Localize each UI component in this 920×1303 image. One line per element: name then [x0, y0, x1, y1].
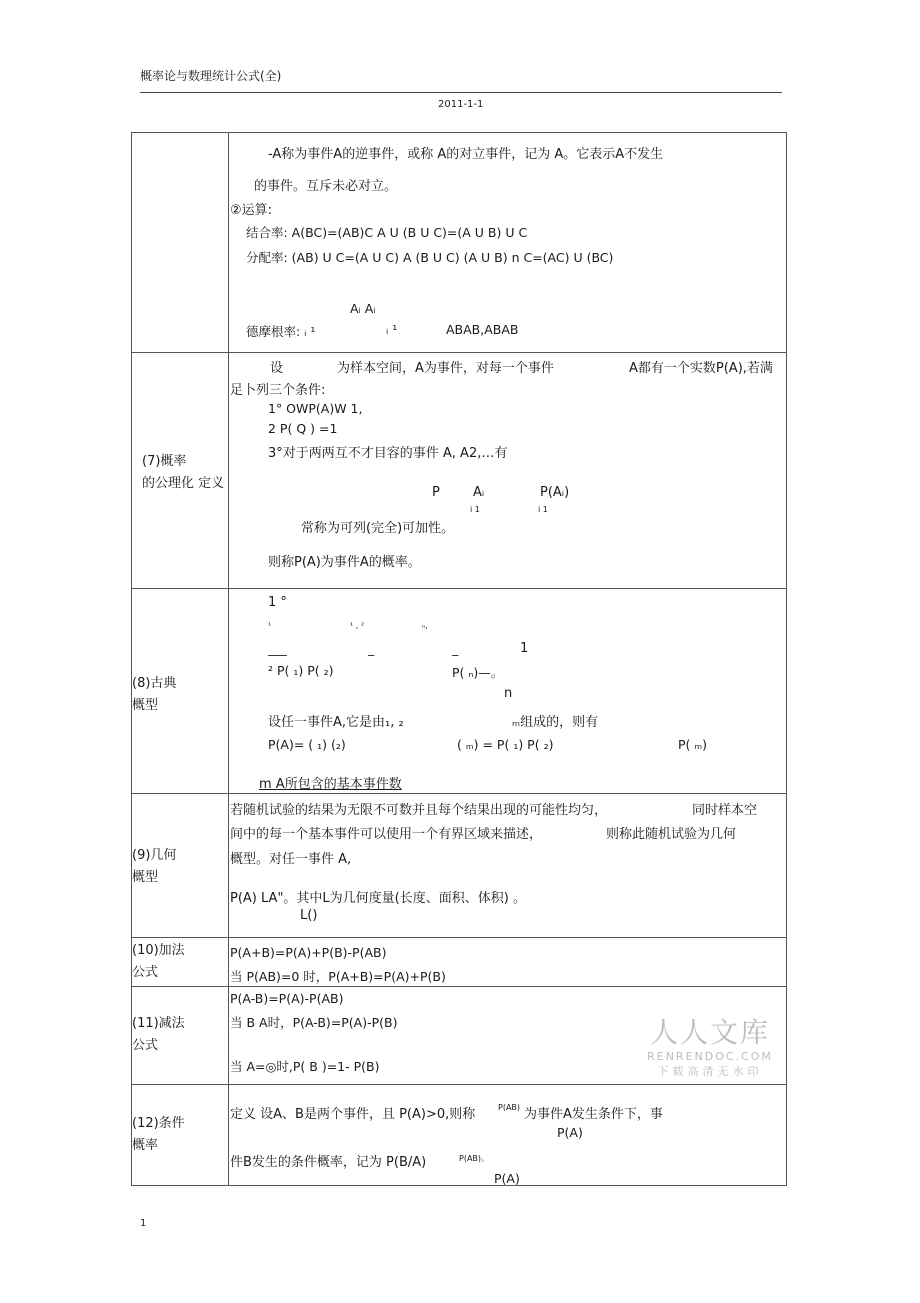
- classical-formula-b: ( ₘ) = P( ₁) P( ₂): [457, 737, 554, 752]
- geometric-denominator: L(): [300, 908, 318, 923]
- axiom-condition-3: 3°对于两两互不才目容的事件 A, A2,…有: [268, 446, 508, 461]
- formula-index-a: i 1: [470, 505, 480, 514]
- classical-sup: ¹: [268, 621, 272, 630]
- row-divider: [132, 793, 786, 794]
- classical-omega-n: ₙ,: [422, 621, 428, 630]
- fraction-numerator: 1: [520, 641, 529, 656]
- dash-2: _: [368, 641, 375, 656]
- demorgan-rhs: ABAB,ABAB: [446, 322, 519, 337]
- row11-label: (11)减法 公式: [132, 1016, 185, 1053]
- axiom-condition-2: 2 P( Q ) =1: [268, 421, 338, 436]
- geometric-formula: P(A) LA"。其中L为几何度量(长度、面积、体积) 。: [230, 891, 526, 906]
- event-composition-b: ₘ组成的，则有: [512, 715, 599, 730]
- complement-formula: 当 A=◎时,P( B )=1- P(B): [230, 1059, 380, 1074]
- basic-events-note: m A所包含的基本事件数: [259, 777, 402, 792]
- column-divider: [228, 133, 229, 1185]
- equal-probability-b: P( ₙ)—。: [452, 665, 504, 680]
- associative-law: 结合率: A(BC)=(AB)C A U (B U C)=(A U B) U C: [246, 225, 528, 240]
- classical-formula-c: P( ₘ): [678, 737, 708, 752]
- document-date: 2011-1-1: [438, 99, 484, 110]
- fraction-denominator: n: [504, 686, 513, 701]
- conditional-frac-2: P(AB)。: [459, 1154, 490, 1163]
- conditional-def-frac: P(AB): [498, 1103, 521, 1112]
- classical-omega-list: ¹ , ²: [350, 621, 365, 630]
- additivity-note: 常称为可列(完全)可加性。: [301, 521, 455, 536]
- header-rule: [140, 92, 782, 93]
- addition-formula: P(A+B)=P(A)+P(B)-P(AB): [230, 945, 387, 960]
- demorgan-index: ᵢ ¹: [386, 322, 398, 337]
- axiom-intro-c: A都有一个实数P(A),若满: [629, 361, 773, 376]
- row10-label: (10)加法 公式: [132, 943, 185, 980]
- row9-label: (9)几何 概型: [132, 848, 177, 885]
- row12-label: (12)条件 概率: [132, 1116, 185, 1153]
- row-divider: [132, 937, 786, 938]
- equal-probability-a: ² P( ₁) P( ₂): [268, 663, 334, 678]
- axiom-intro-b: 为样本空间，A为事件，对每一个事件: [337, 361, 554, 376]
- watermark-slogan: 下载高清无水印: [657, 1065, 763, 1078]
- formula-index-b: i 1: [538, 505, 548, 514]
- axiom-intro-2: 足卜列三个条件:: [230, 383, 326, 398]
- page-number: 1: [140, 1218, 147, 1229]
- row7-label: (7)概率 的公理化 定义: [142, 454, 225, 491]
- subtraction-formula: P(A-B)=P(A)-P(AB): [230, 991, 344, 1006]
- geometric-line-2b: 则称此随机试验为几何: [606, 827, 737, 842]
- formula-pai: P(Aᵢ): [540, 485, 570, 500]
- row-divider: [132, 588, 786, 589]
- conditional-denominator-1: P(A): [557, 1125, 583, 1140]
- dash-3: _: [452, 641, 459, 656]
- watermark-brand: 人人文库: [649, 1016, 770, 1049]
- inverse-event-line: -A称为事件A的逆事件，或称 A的对立事件，记为 A。它表示A不发生: [268, 147, 664, 162]
- geometric-line-1b: 同时样本空: [692, 803, 758, 818]
- classical-step-1: 1 °: [268, 595, 287, 610]
- row-divider: [132, 1084, 786, 1085]
- axiom-intro-a: 设: [270, 361, 284, 376]
- demorgan-label: 德摩根率: ᵢ ¹: [246, 324, 316, 339]
- subtraction-subset-case: 当 B A时，P(A-B)=P(A)-P(B): [230, 1015, 398, 1030]
- geometric-line-1a: 若随机试验的结果为无限不可数并且每个结果出现的可能性均匀，: [230, 803, 608, 818]
- distributive-law: 分配率: (AB) U C=(A U C) A (B U C) (A U B) n C=(AC) U (BC): [246, 250, 614, 265]
- addition-special-case: 当 P(AB)=0 时，P(A+B)=P(A)+P(B): [230, 969, 446, 984]
- conditional-def-a: 定义 设A、B是两个事件，且 P(A)>0,则称: [230, 1107, 476, 1122]
- conditional-denominator-2: P(A): [494, 1171, 520, 1186]
- watermark: [645, 1016, 775, 1080]
- formula-p: P: [432, 485, 440, 500]
- geometric-line-2a: 间中的每一个基本事件可以使用一个有界区域来描述，: [230, 827, 543, 842]
- row-divider: [132, 352, 786, 353]
- row8-label: (8)古典 概型: [132, 676, 177, 713]
- classical-formula-a: P(A)= ( ₁) (₂): [268, 737, 346, 752]
- conditional-notation: 件B发生的条件概率，记为 P(B/A): [230, 1155, 427, 1170]
- formula-ai: Aᵢ: [473, 485, 485, 500]
- watermark-site: RENRENDOC.COM: [647, 1050, 773, 1063]
- demorgan-top: Aᵢ Aᵢ: [350, 301, 376, 316]
- document-title: 概率论与数理统计公式(全): [140, 69, 282, 83]
- geometric-line-3: 概型。对任一事件 A,: [230, 852, 352, 867]
- row-divider: [132, 986, 786, 987]
- inverse-event-line-2: 的事件。互斥未必对立。: [254, 179, 398, 194]
- conditional-def-c: 为事件A发生条件下，事: [524, 1107, 663, 1122]
- operations-title: ②运算:: [230, 203, 273, 218]
- axiom-condition-1: 1° OWP(A)W 1,: [268, 401, 363, 416]
- probability-definition: 则称P(A)为事件A的概率。: [268, 555, 421, 570]
- event-composition-a: 设任一事件A,它是由₁, ₂: [268, 715, 404, 730]
- dash-1: ___: [268, 641, 287, 656]
